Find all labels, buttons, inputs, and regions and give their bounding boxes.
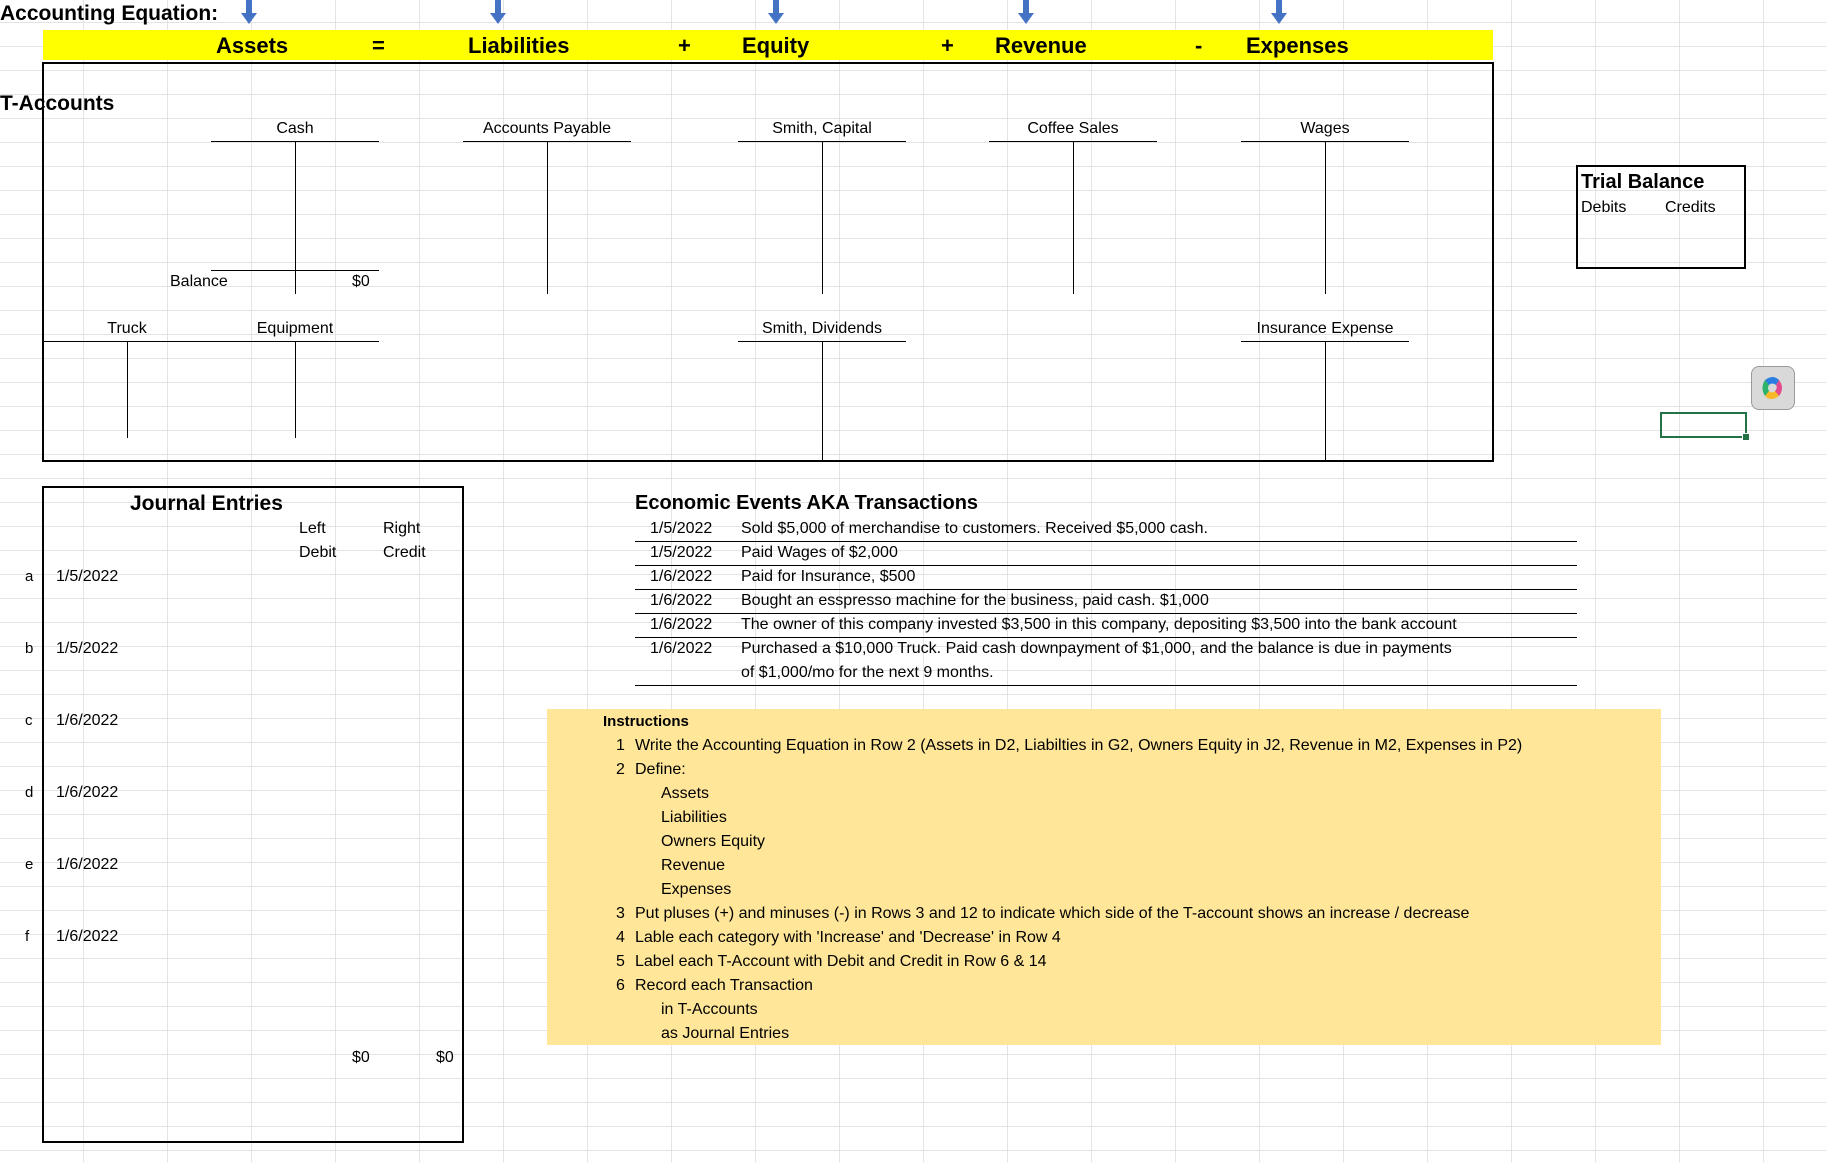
journal-row-letter: d: [25, 784, 34, 801]
event-text[interactable]: The owner of this company invested $3,500 in this company, depositing $3,500 into the bank account: [741, 616, 1457, 633]
instruction-text[interactable]: as Journal Entries: [661, 1025, 790, 1042]
journal-row-date[interactable]: 1/6/2022: [56, 928, 119, 945]
journal-row-date[interactable]: 1/6/2022: [56, 856, 119, 873]
event-text[interactable]: Paid Wages of $2,000: [741, 544, 898, 561]
journal-left-label[interactable]: Left: [299, 520, 326, 537]
instruction-num: 1: [616, 737, 625, 754]
event-date[interactable]: 1/6/2022: [650, 616, 713, 633]
down-arrow-icon: [1017, 0, 1035, 26]
t-account-truck-title[interactable]: Truck: [107, 320, 147, 337]
event-text[interactable]: Bought an esspresso machine for the business, paid cash. $1,000: [741, 592, 1209, 609]
down-arrow-icon: [1270, 0, 1288, 26]
events-title: Economic Events AKA Transactions: [635, 492, 979, 514]
event-underline: [635, 613, 1577, 614]
journal-row-letter: b: [25, 640, 34, 657]
instruction-num: 2: [616, 761, 625, 778]
instruction-text[interactable]: in T-Accounts: [661, 1001, 758, 1018]
journal-row-letter: e: [25, 856, 34, 873]
journal-row-letter: c: [25, 712, 33, 729]
instruction-text[interactable]: Revenue: [661, 857, 726, 874]
trial-balance-title[interactable]: Trial Balance: [1581, 171, 1705, 193]
sheet-title: Accounting Equation:: [0, 2, 219, 25]
down-arrow-icon: [767, 0, 785, 26]
event-date[interactable]: 1/5/2022: [650, 520, 713, 537]
equation-plus-2[interactable]: +: [941, 33, 954, 58]
copilot-icon[interactable]: [1751, 366, 1795, 410]
instruction-text[interactable]: Expenses: [661, 881, 732, 898]
event-text[interactable]: Paid for Insurance, $500: [741, 568, 916, 585]
instruction-num: 3: [616, 905, 625, 922]
t-account-smith-dividends-divider: [822, 341, 823, 461]
equation-plus-1[interactable]: +: [678, 33, 691, 58]
journal-row-letter: a: [25, 568, 34, 585]
event-date[interactable]: 1/6/2022: [650, 568, 713, 585]
instruction-text[interactable]: Liabilities: [661, 809, 727, 826]
equation-equals[interactable]: =: [372, 33, 385, 58]
event-date[interactable]: 1/6/2022: [650, 640, 713, 657]
journal-row-letter: f: [25, 928, 30, 945]
event-text[interactable]: Sold $5,000 of merchandise to customers. Received $5,000 cash.: [741, 520, 1208, 537]
t-account-smith-capital-title[interactable]: Smith, Capital: [772, 120, 872, 137]
instruction-text[interactable]: Label each T-Account with Debit and Credit in Row 6 & 14: [635, 953, 1047, 970]
equation-liabilities[interactable]: Liabilities: [468, 33, 570, 58]
journal-right-label[interactable]: Right: [383, 520, 421, 537]
t-accounts-heading: T-Accounts: [0, 92, 115, 115]
t-account-coffee-sales-title[interactable]: Coffee Sales: [1027, 120, 1119, 137]
t-account-cash-balance-line: [211, 270, 379, 271]
journal-entries-title: Journal Entries: [130, 492, 283, 515]
t-account-smith-dividends-title[interactable]: Smith, Dividends: [761, 320, 883, 337]
down-arrow-icon: [240, 0, 258, 26]
event-underline: [635, 565, 1577, 566]
journal-debit-label[interactable]: Debit: [299, 544, 337, 561]
instructions-title[interactable]: Instructions: [603, 713, 689, 730]
t-account-coffee-sales-divider: [1073, 141, 1074, 294]
instruction-num: 6: [616, 977, 625, 994]
t-account-insurance-expense-title[interactable]: Insurance Expense: [1256, 320, 1394, 337]
event-underline: [635, 685, 1577, 686]
journal-row-date[interactable]: 1/5/2022: [56, 568, 119, 585]
journal-row-date[interactable]: 1/6/2022: [56, 712, 119, 729]
event-underline: [635, 589, 1577, 590]
instruction-num: 4: [616, 929, 625, 946]
selected-cell[interactable]: [1660, 412, 1747, 438]
event-continuation[interactable]: of $1,000/mo for the next 9 months.: [741, 664, 994, 681]
journal-row-date[interactable]: 1/6/2022: [56, 784, 119, 801]
instruction-text[interactable]: Put pluses (+) and minuses (-) in Rows 3 and 12 to indicate which side of the T-account shows an increase / decrease: [635, 905, 1470, 922]
instruction-text[interactable]: Lable each category with 'Increase' and 'Decrease' in Row 4: [635, 929, 1061, 946]
t-account-cash-divider: [295, 141, 296, 294]
equation-expenses[interactable]: Expenses: [1246, 33, 1349, 58]
journal-total-credit[interactable]: $0: [436, 1049, 454, 1066]
instruction-text[interactable]: Write the Accounting Equation in Row 2 (Assets in D2, Liabilties in G2, Owners Equity in J2, Revenue in M2, Expenses in P2): [635, 737, 1523, 754]
down-arrow-icon: [489, 0, 507, 26]
t-account-equipment-title[interactable]: Equipment: [256, 320, 334, 337]
trial-balance-debits[interactable]: Debits: [1581, 199, 1627, 216]
event-date[interactable]: 1/6/2022: [650, 592, 713, 609]
journal-credit-label[interactable]: Credit: [383, 544, 426, 561]
event-text[interactable]: Purchased a $10,000 Truck. Paid cash downpayment of $1,000, and the balance is due in payments: [741, 640, 1452, 657]
event-date[interactable]: 1/5/2022: [650, 544, 713, 561]
t-account-truck-divider: [127, 341, 128, 438]
equation-assets[interactable]: Assets: [216, 33, 289, 58]
trial-balance-credits[interactable]: Credits: [1665, 199, 1716, 216]
instruction-text[interactable]: Owners Equity: [661, 833, 766, 850]
event-underline: [635, 637, 1577, 638]
t-account-wages-divider: [1325, 141, 1326, 294]
instruction-num: 5: [616, 953, 625, 970]
event-underline: [635, 541, 1577, 542]
t-account-accounts-payable-title[interactable]: Accounts Payable: [482, 120, 612, 137]
journal-row-date[interactable]: 1/5/2022: [56, 640, 119, 657]
t-account-cash-balance-label[interactable]: Balance: [170, 273, 228, 290]
equation-minus[interactable]: -: [1195, 33, 1203, 58]
t-account-smith-capital-divider: [822, 141, 823, 294]
instruction-text[interactable]: Assets: [661, 785, 710, 802]
instruction-text[interactable]: Define:: [635, 761, 686, 778]
t-account-wages-title[interactable]: Wages: [1300, 120, 1350, 137]
t-account-equipment-divider: [295, 341, 296, 438]
equation-revenue[interactable]: Revenue: [995, 33, 1087, 58]
t-account-accounts-payable-divider: [547, 141, 548, 294]
t-account-cash-balance-value[interactable]: $0: [352, 273, 370, 290]
journal-total-debit[interactable]: $0: [352, 1049, 370, 1066]
instruction-text[interactable]: Record each Transaction: [635, 977, 813, 994]
t-account-cash-title[interactable]: Cash: [276, 120, 314, 137]
equation-equity[interactable]: Equity: [742, 33, 810, 58]
t-account-insurance-expense-divider: [1325, 341, 1326, 461]
